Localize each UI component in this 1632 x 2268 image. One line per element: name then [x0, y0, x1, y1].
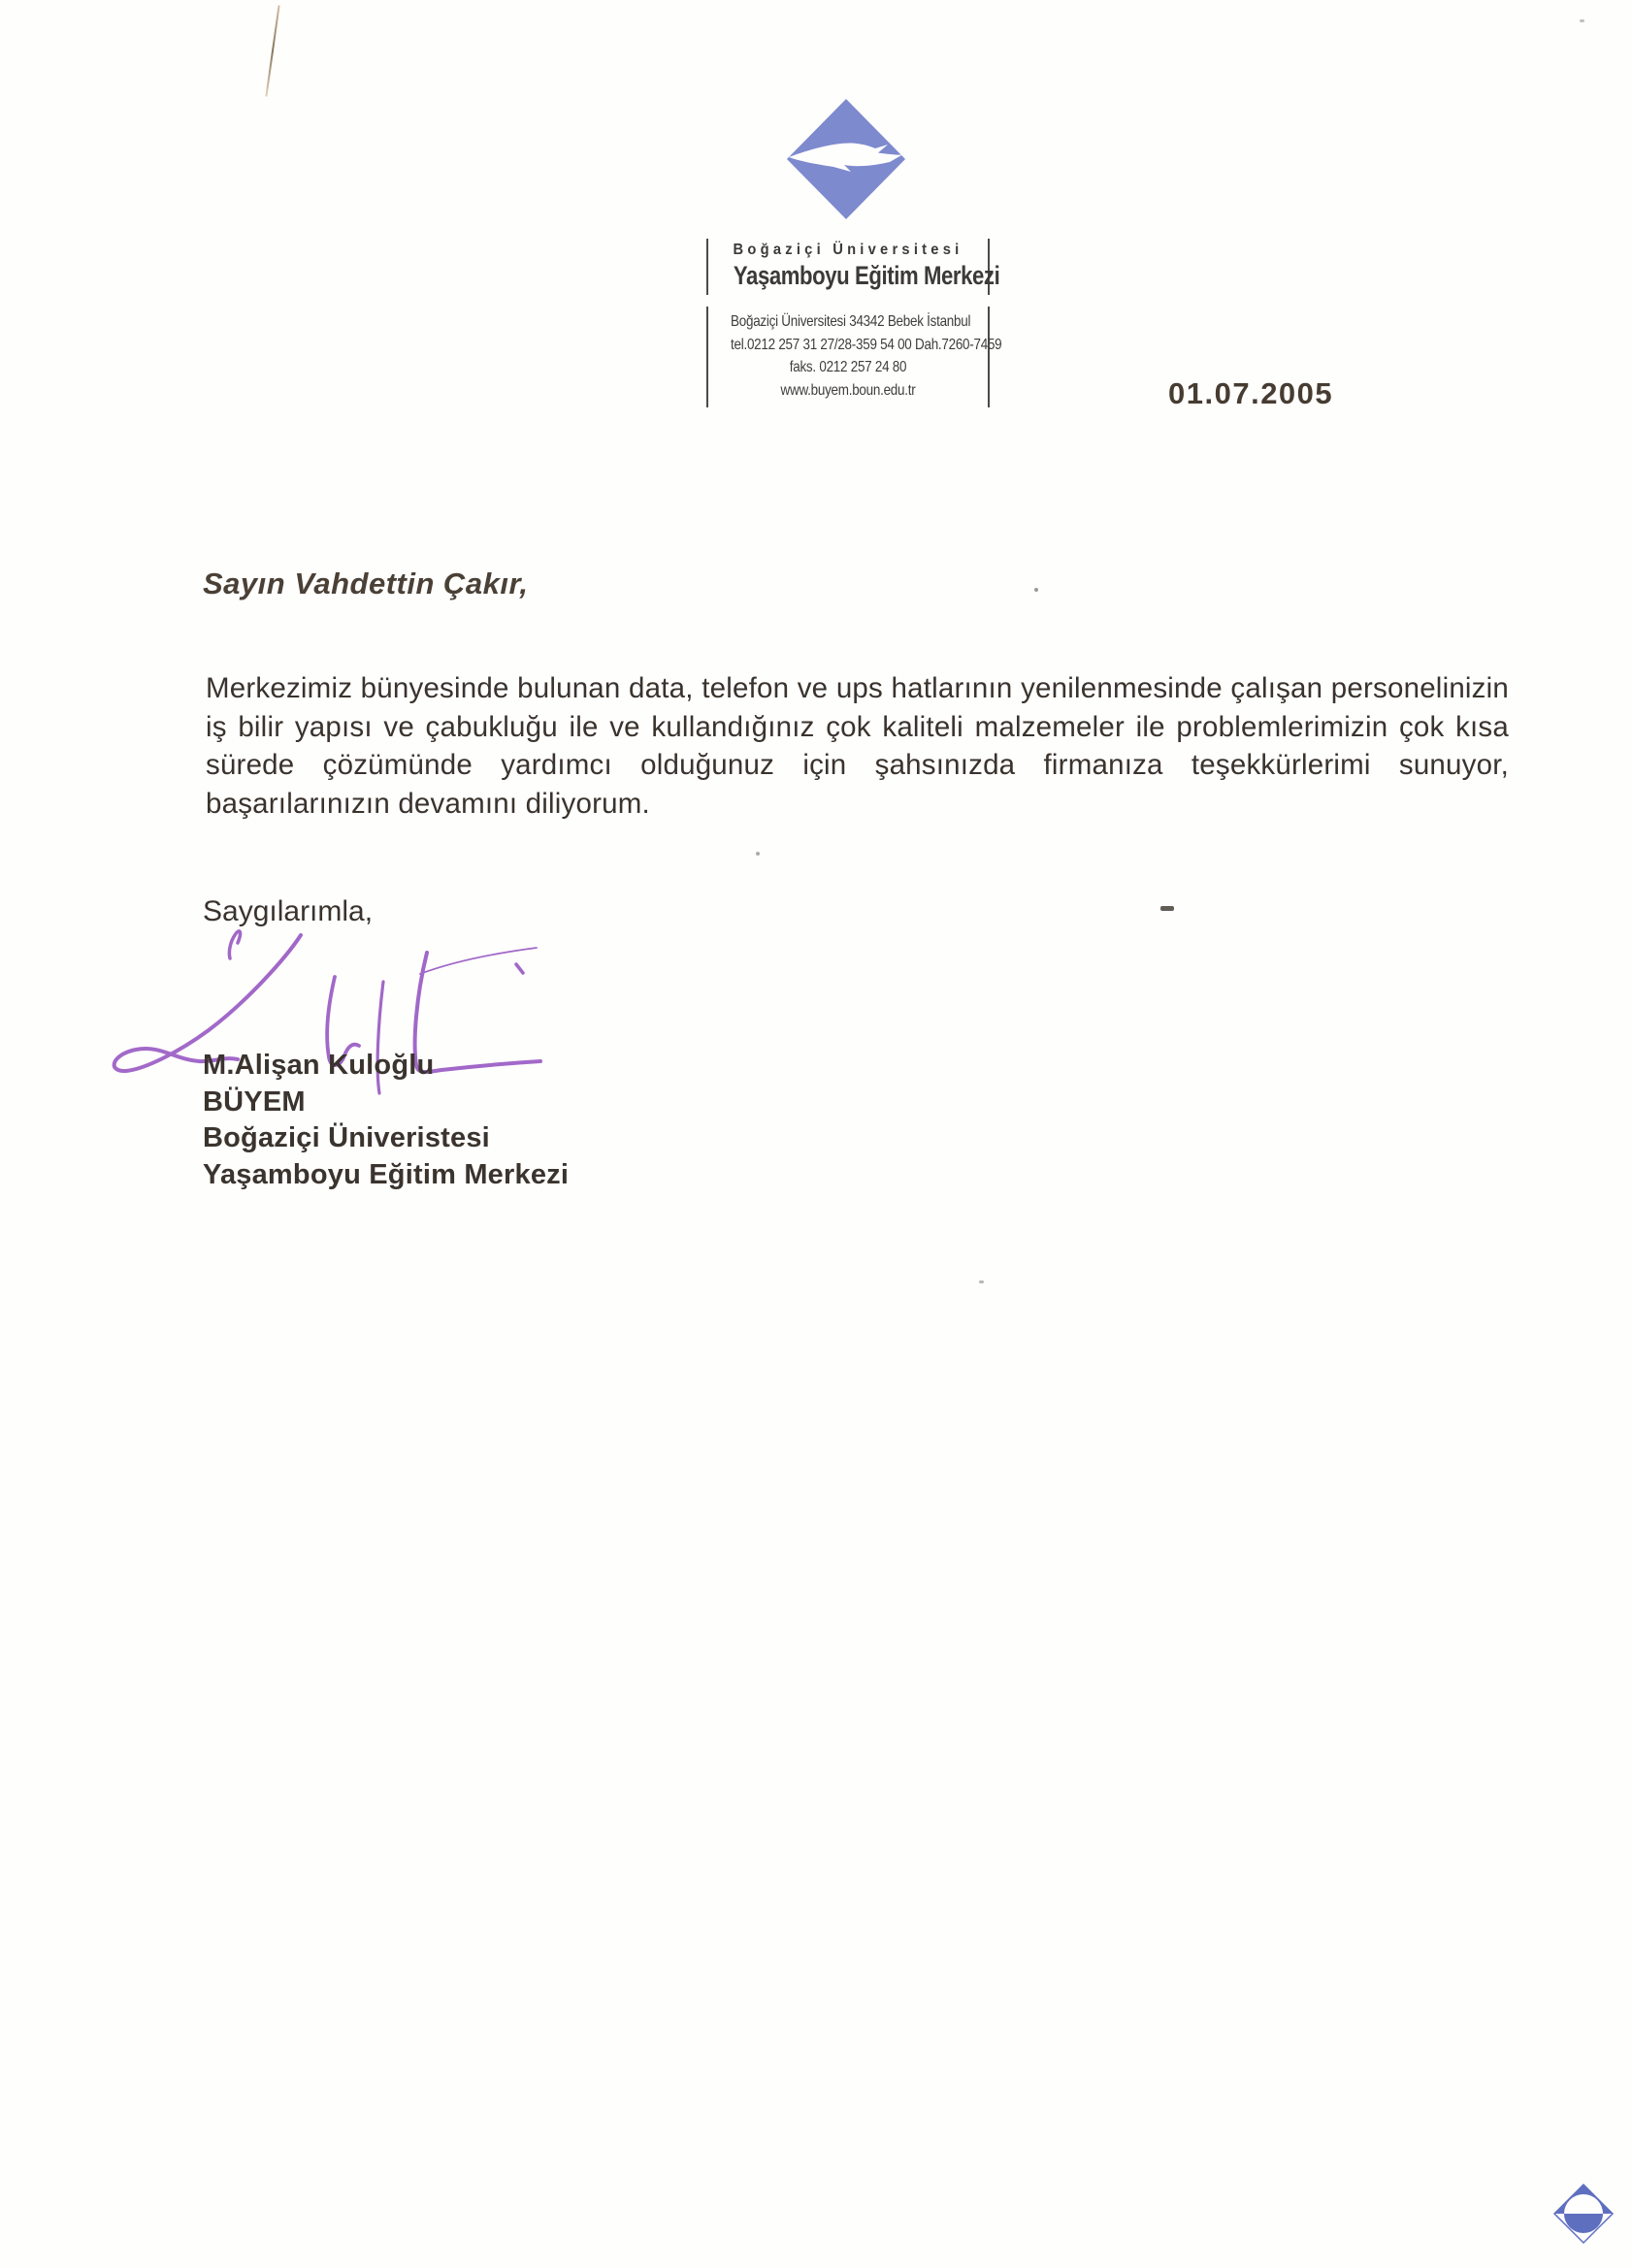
salutation: Sayın Vahdettin Çakır,: [203, 567, 529, 600]
scan-speck: [1034, 588, 1038, 592]
letter-body-paragraph: Merkezimiz bünyesinde bulunan data, telefon ve ups hatlarının yenilenmesinde çalışan personelinizin iş bilir yapısı ve çabukluğu ile ve kullandığınız çok kaliteli malzemeler ile problemlerimizin çok kısa sürede çözümünde yardımcı olduğunuz için şahsınızda firmanıza teşekkürlerimi sunuyor, başarılarınızın devamını diliyorum.: [206, 672, 1509, 820]
signer-institution: Boğaziçi Üniveristesi: [203, 1122, 490, 1153]
signature-block: [203, 1048, 569, 1193]
scan-speck: [1160, 906, 1174, 911]
letterhead-fax-line: faks. 0212 257 24 80: [789, 359, 907, 375]
scan-speck: [756, 852, 760, 856]
signer-name: M.Alişan Kuloğlu: [203, 1050, 435, 1081]
signer-department: Yaşamboyu Eğitim Merkezi: [203, 1158, 570, 1190]
scan-scratch-mark: [265, 5, 279, 96]
letterhead-web-line: www.buyem.boun.edu.tr: [780, 381, 916, 399]
scan-speck: [979, 1280, 984, 1283]
letter-date: 01.07.2005: [1168, 376, 1334, 410]
scan-speck: [1580, 19, 1584, 22]
letterhead-university-name: Boğaziçi Üniversitesi: [733, 242, 963, 258]
buyem-diamond-logo-icon: [784, 95, 908, 223]
letterhead-center-name: Yaşamboyu Eğitim Merkezi: [733, 261, 1000, 290]
letterhead: [706, 239, 1002, 407]
letterhead-title-block: [706, 239, 1000, 295]
closing-phrase: Saygılarımla,: [203, 895, 374, 927]
buyem-diamond-logo-small-icon: [1552, 2183, 1615, 2245]
letterhead-phone-line: tel.0212 257 31 27/28-359 54 00 Dah.7260-7459: [731, 336, 1002, 353]
signer-organization: BÜYEM: [203, 1085, 306, 1118]
letterhead-address-block: [706, 307, 1002, 407]
letterhead-address-line: Boğaziçi Üniversitesi 34342 Bebek İstanbul: [731, 313, 971, 330]
